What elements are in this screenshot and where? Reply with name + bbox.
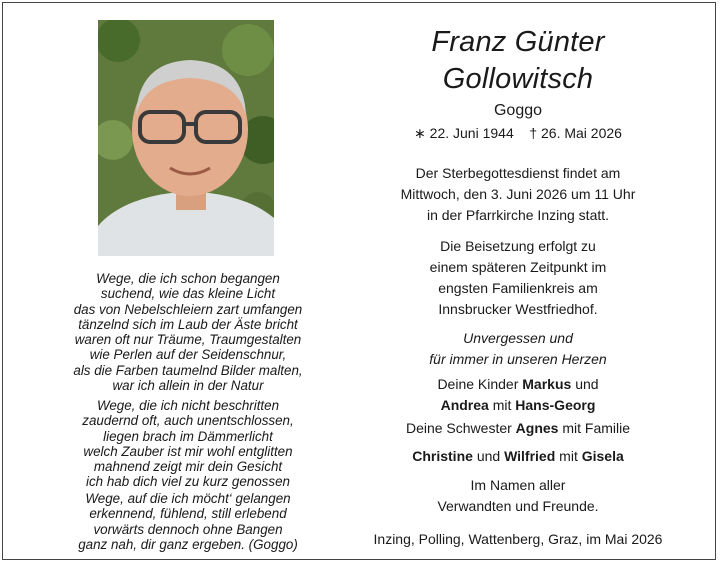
text-line: Mittwoch, den 3. Juni 2026 um 11 Uhr	[400, 186, 636, 202]
poem-line: tänzelnd sich im Laub der Äste bricht	[78, 316, 298, 332]
poem-stanza-1	[33, 271, 343, 393]
poem-line: waren oft nur Träume, Traumgestalten	[74, 332, 302, 348]
text-line	[373, 395, 663, 416]
sister-suffix: mit Familie	[562, 420, 631, 436]
poem-line: mahnend zeigt mir dein Gesicht	[93, 459, 283, 475]
connector: und	[476, 448, 501, 464]
connector: und	[575, 376, 599, 392]
text-line: Der Sterbegottesdienst findet am	[415, 165, 621, 181]
text-line: Im Namen aller	[470, 477, 566, 493]
connector: mit	[559, 448, 578, 464]
poem-line: ich hab dich viel zu kurz genossen	[86, 474, 290, 490]
portrait-illustration	[98, 20, 274, 256]
text-line: Unvergessen und	[463, 330, 573, 346]
child-name: Andrea	[440, 397, 489, 413]
poem-line: vorwärts dennoch ohne Bangen	[93, 521, 283, 537]
family-name: Wilfried	[504, 448, 556, 464]
birth-icon: ∗	[414, 125, 426, 141]
poem-line: das von Nebelschleiern zart umfangen	[73, 301, 303, 317]
partner-name: Hans-Georg	[515, 397, 596, 413]
poem-line: Wege, die ich schon begangen	[96, 271, 280, 286]
child-name: Markus	[522, 376, 572, 392]
poem-line: welch Zauber ist mir wohl entglitten	[83, 443, 293, 459]
poem-line: erkennend, fühlend, still erlebend	[89, 506, 287, 522]
text-line	[373, 446, 663, 467]
right-column	[373, 3, 663, 559]
memorial-phrase	[373, 328, 663, 370]
deceased-nickname: Goggo	[493, 102, 543, 119]
poem-line: liegen brach im Dämmerlicht	[103, 428, 273, 444]
text-line: einem späteren Zeitpunkt im	[429, 259, 607, 275]
family-name: Christine	[412, 448, 473, 464]
family-name: Gisela	[581, 448, 624, 464]
text-line: Die Beisetzung erfolgt zu	[440, 238, 596, 254]
sister-mourner	[373, 418, 663, 439]
poem-stanza-2	[33, 398, 343, 490]
deceased-first-names: Franz Günter	[431, 26, 605, 58]
poem-line: wie Perlen auf der Seidenschnur,	[89, 347, 287, 363]
poem-line: Wege, auf die ich möcht‘ gelangen	[85, 491, 291, 506]
text-line: in der Pfarrkirche Inzing statt.	[426, 207, 610, 223]
birth-date: 22. Juni 1944	[429, 125, 514, 141]
kids-prefix: Deine Kinder	[437, 376, 519, 392]
life-dates	[373, 125, 663, 142]
burial-text	[373, 236, 663, 320]
text-line: engsten Familienkreis am	[438, 280, 598, 296]
text-line	[373, 374, 663, 395]
poem-stanza-3	[33, 491, 343, 552]
text-line: für immer in unseren Herzen	[429, 351, 607, 367]
poem-line: Wege, die ich nicht beschritten	[96, 398, 280, 413]
text-line: Innsbrucker Westfriedhof.	[438, 301, 598, 317]
text-line: Verwandten und Freunde.	[437, 498, 599, 514]
connector: mit	[492, 397, 512, 413]
death-date: 26. Mai 2026	[541, 125, 622, 141]
text-line	[373, 418, 663, 439]
children-mourners	[373, 374, 663, 416]
poem-line: als die Farben taumelnd Bilder malten,	[73, 362, 303, 378]
left-column	[3, 3, 373, 559]
sister-prefix: Deine Schwester	[405, 420, 512, 436]
sister-name: Agnes	[515, 420, 559, 436]
poem-line: suchend, wie das kleine Licht	[100, 286, 276, 302]
death-cross-icon: †	[529, 125, 538, 141]
poem-line: war ich allein in der Natur	[112, 378, 264, 394]
deceased-surname: Gollowitsch	[442, 63, 594, 95]
portrait-photo	[98, 20, 274, 256]
poem-line: zaudernd oft, auch unentschlossen,	[82, 413, 294, 429]
obituary-card	[2, 2, 716, 560]
funeral-service-text	[373, 163, 663, 226]
family-mourners	[373, 446, 663, 467]
other-mourners	[373, 475, 663, 517]
place-and-date: Inzing, Polling, Wattenberg, Graz, im Mai 2026	[373, 531, 663, 547]
poem-line: ganz nah, dir ganz ergeben. (Goggo)	[78, 536, 298, 552]
